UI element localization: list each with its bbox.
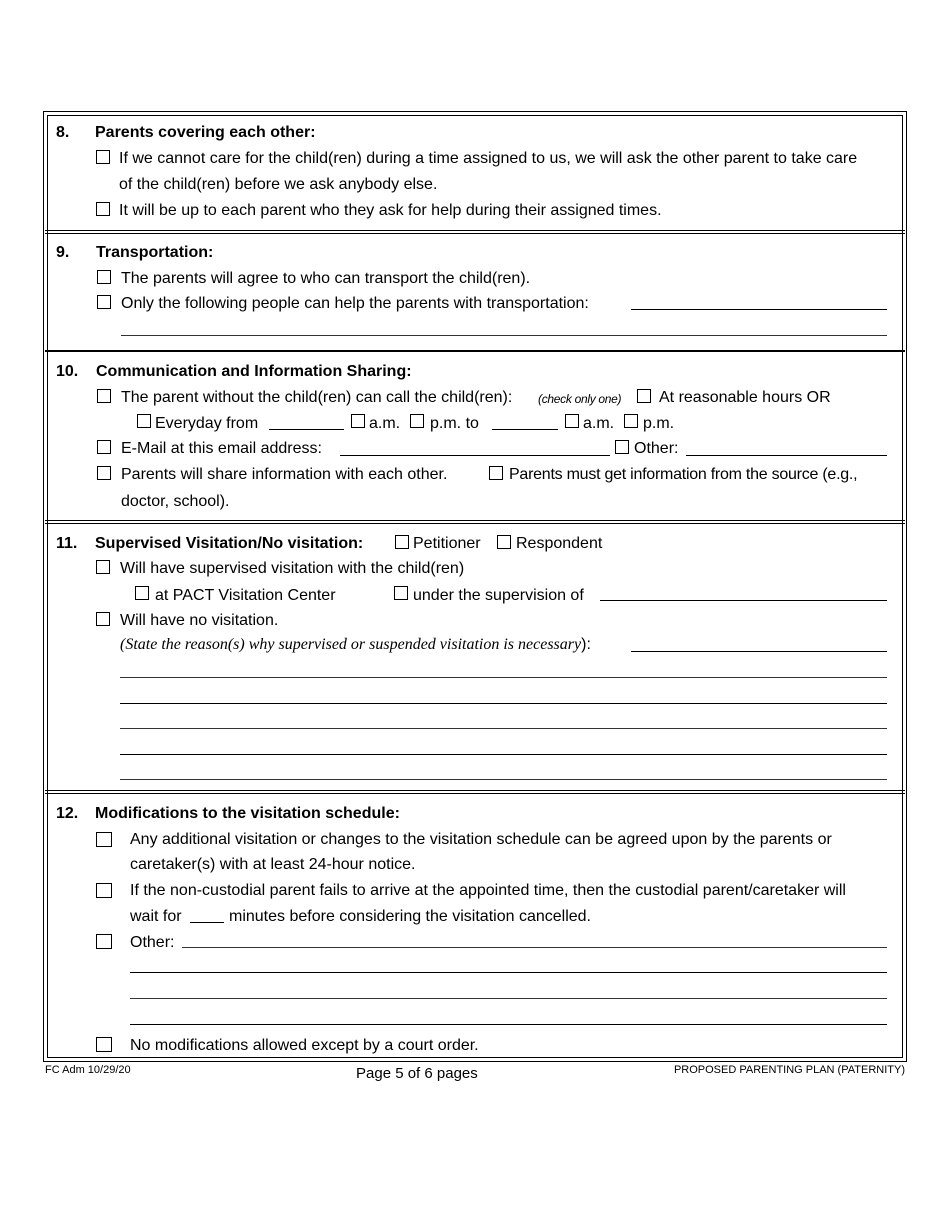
share-text: Parents will share information with each other. [121, 466, 448, 483]
checkbox-to-pm[interactable] [624, 414, 638, 428]
pm-to-text: p.m. to [430, 415, 479, 432]
document-title: PROPOSED PARENTING PLAN (PATERNITY) [673, 1064, 905, 1076]
supervisor-field[interactable] [600, 600, 887, 601]
reason-line-4[interactable] [120, 728, 887, 729]
divider-11-12 [45, 790, 905, 791]
source-text: Parents must get information from the source (e.g., [509, 466, 858, 483]
everyday-text: Everyday from [155, 415, 259, 432]
divider-10-11b [45, 523, 905, 524]
divider-8-9 [45, 230, 905, 231]
section-title: Parents covering each other: [95, 124, 316, 141]
pact-text: at PACT Visitation Center [155, 587, 336, 604]
form-id: FC Adm 10/29/20 [45, 1064, 131, 1076]
transport-people-field[interactable] [631, 309, 887, 310]
section-title: Supervised Visitation/No visitation: [95, 535, 364, 552]
checkbox-comm-other[interactable] [615, 440, 629, 454]
checkbox-mod-other[interactable] [96, 934, 112, 949]
reason-field[interactable] [631, 651, 887, 652]
section-number: 10. [56, 363, 79, 380]
no-visit-text: Will have no visitation. [120, 612, 279, 629]
transport-people-field-2[interactable] [121, 335, 887, 336]
section-number: 11. [56, 535, 78, 552]
checkbox-email[interactable] [97, 440, 111, 454]
am-text: a.m. [583, 415, 615, 432]
call-text: The parent without the child(ren) can call the child(ren): [121, 389, 513, 406]
respondent-text: Respondent [516, 535, 603, 552]
checkbox-reasonable-hours[interactable] [637, 389, 651, 403]
everyday-to-field[interactable] [492, 429, 558, 430]
comm-other-field[interactable] [686, 455, 887, 456]
reason-text [120, 637, 591, 653]
email-text: E-Mail at this email address: [121, 440, 322, 457]
reason-line-2[interactable] [120, 677, 887, 678]
section-number: 12. [56, 805, 79, 822]
checkbox-no-modifications[interactable] [96, 1037, 112, 1052]
option-text: No modifications allowed except by a court order. [130, 1037, 479, 1054]
email-field[interactable] [340, 455, 610, 456]
option-text: Any additional visitation or changes to the visitation schedule can be agreed upon by the parents or [130, 831, 832, 848]
checkbox-cover-other-parent[interactable] [96, 150, 110, 164]
section-title: Modifications to the visitation schedule: [95, 805, 400, 822]
everyday-from-field[interactable] [269, 429, 344, 430]
reason-label: (State the reason(s) why supervised or suspended visitation is necessary [120, 636, 582, 653]
other-text: Other: [130, 934, 175, 951]
checkbox-share-info[interactable] [97, 466, 111, 480]
checkbox-fails-to-arrive[interactable] [96, 883, 112, 898]
reasonable-text: At reasonable hours OR [659, 389, 831, 406]
under-text: under the supervision of [413, 587, 584, 604]
divider-8-9b [45, 233, 905, 234]
wait-rest-text: minutes before considering the visitation cancelled. [229, 908, 591, 925]
mod-other-field[interactable] [182, 947, 887, 948]
section-number: 8. [56, 124, 70, 141]
reason-close: ): [581, 636, 591, 653]
am-text: a.m. [369, 415, 401, 432]
divider-9-10 [45, 350, 905, 352]
option-text: If we cannot care for the child(ren) during a time assigned to us, we will ask the other parent to take care [119, 150, 858, 167]
section-title: Transportation: [96, 244, 214, 261]
pm-text: p.m. [643, 415, 675, 432]
reason-line-6[interactable] [120, 779, 887, 780]
wait-minutes-field[interactable] [190, 922, 224, 923]
reason-line-5[interactable] [120, 754, 887, 755]
other-text: Other: [634, 440, 679, 457]
mod-other-line-4[interactable] [130, 1024, 887, 1025]
checkbox-supervised-visitation[interactable] [96, 560, 110, 574]
source-text-cont: doctor, school). [121, 493, 230, 510]
option-text: Only the following people can help the parents with transportation: [121, 295, 589, 312]
reason-line-3[interactable] [120, 703, 887, 704]
checkbox-under-supervision[interactable] [394, 586, 408, 600]
wait-text: wait for [130, 908, 182, 925]
option-text: It will be up to each parent who they ask for help during their assigned times. [119, 202, 662, 219]
checkbox-to-am[interactable] [565, 414, 579, 428]
section-title: Communication and Information Sharing: [96, 363, 412, 380]
checkbox-everyday[interactable] [137, 414, 151, 428]
supervised-text: Will have supervised visitation with the child(ren) [120, 560, 465, 577]
option-text: The parents will agree to who can transport the child(ren). [121, 270, 531, 287]
checkbox-additional-visitation[interactable] [96, 832, 112, 847]
mod-other-line-2[interactable] [130, 972, 887, 973]
checkbox-info-from-source[interactable] [489, 466, 503, 480]
option-text-cont: of the child(ren) before we ask anybody else. [119, 176, 438, 193]
mod-other-line-3[interactable] [130, 998, 887, 999]
divider-11-12b [45, 793, 905, 794]
petitioner-text: Petitioner [413, 535, 481, 552]
checkbox-petitioner[interactable] [395, 535, 409, 549]
check-one-note: (check only one) [538, 392, 622, 406]
checkbox-each-parent-asks[interactable] [96, 202, 110, 216]
checkbox-from-pm[interactable] [410, 414, 424, 428]
checkbox-only-following-transport[interactable] [97, 295, 111, 309]
divider-10-11 [45, 520, 905, 521]
checkbox-parents-agree-transport[interactable] [97, 270, 111, 284]
section-number: 9. [56, 244, 70, 261]
checkbox-from-am[interactable] [351, 414, 365, 428]
checkbox-no-visitation[interactable] [96, 612, 110, 626]
checkbox-respondent[interactable] [497, 535, 511, 549]
option-text-cont: caretaker(s) with at least 24-hour notice. [130, 856, 416, 873]
checkbox-call-child[interactable] [97, 389, 111, 403]
option-text: If the non-custodial parent fails to arrive at the appointed time, then the custodial parent/caretaker will [130, 882, 846, 899]
checkbox-pact-center[interactable] [135, 586, 149, 600]
page-number: Page 5 of 6 pages [356, 1065, 478, 1082]
